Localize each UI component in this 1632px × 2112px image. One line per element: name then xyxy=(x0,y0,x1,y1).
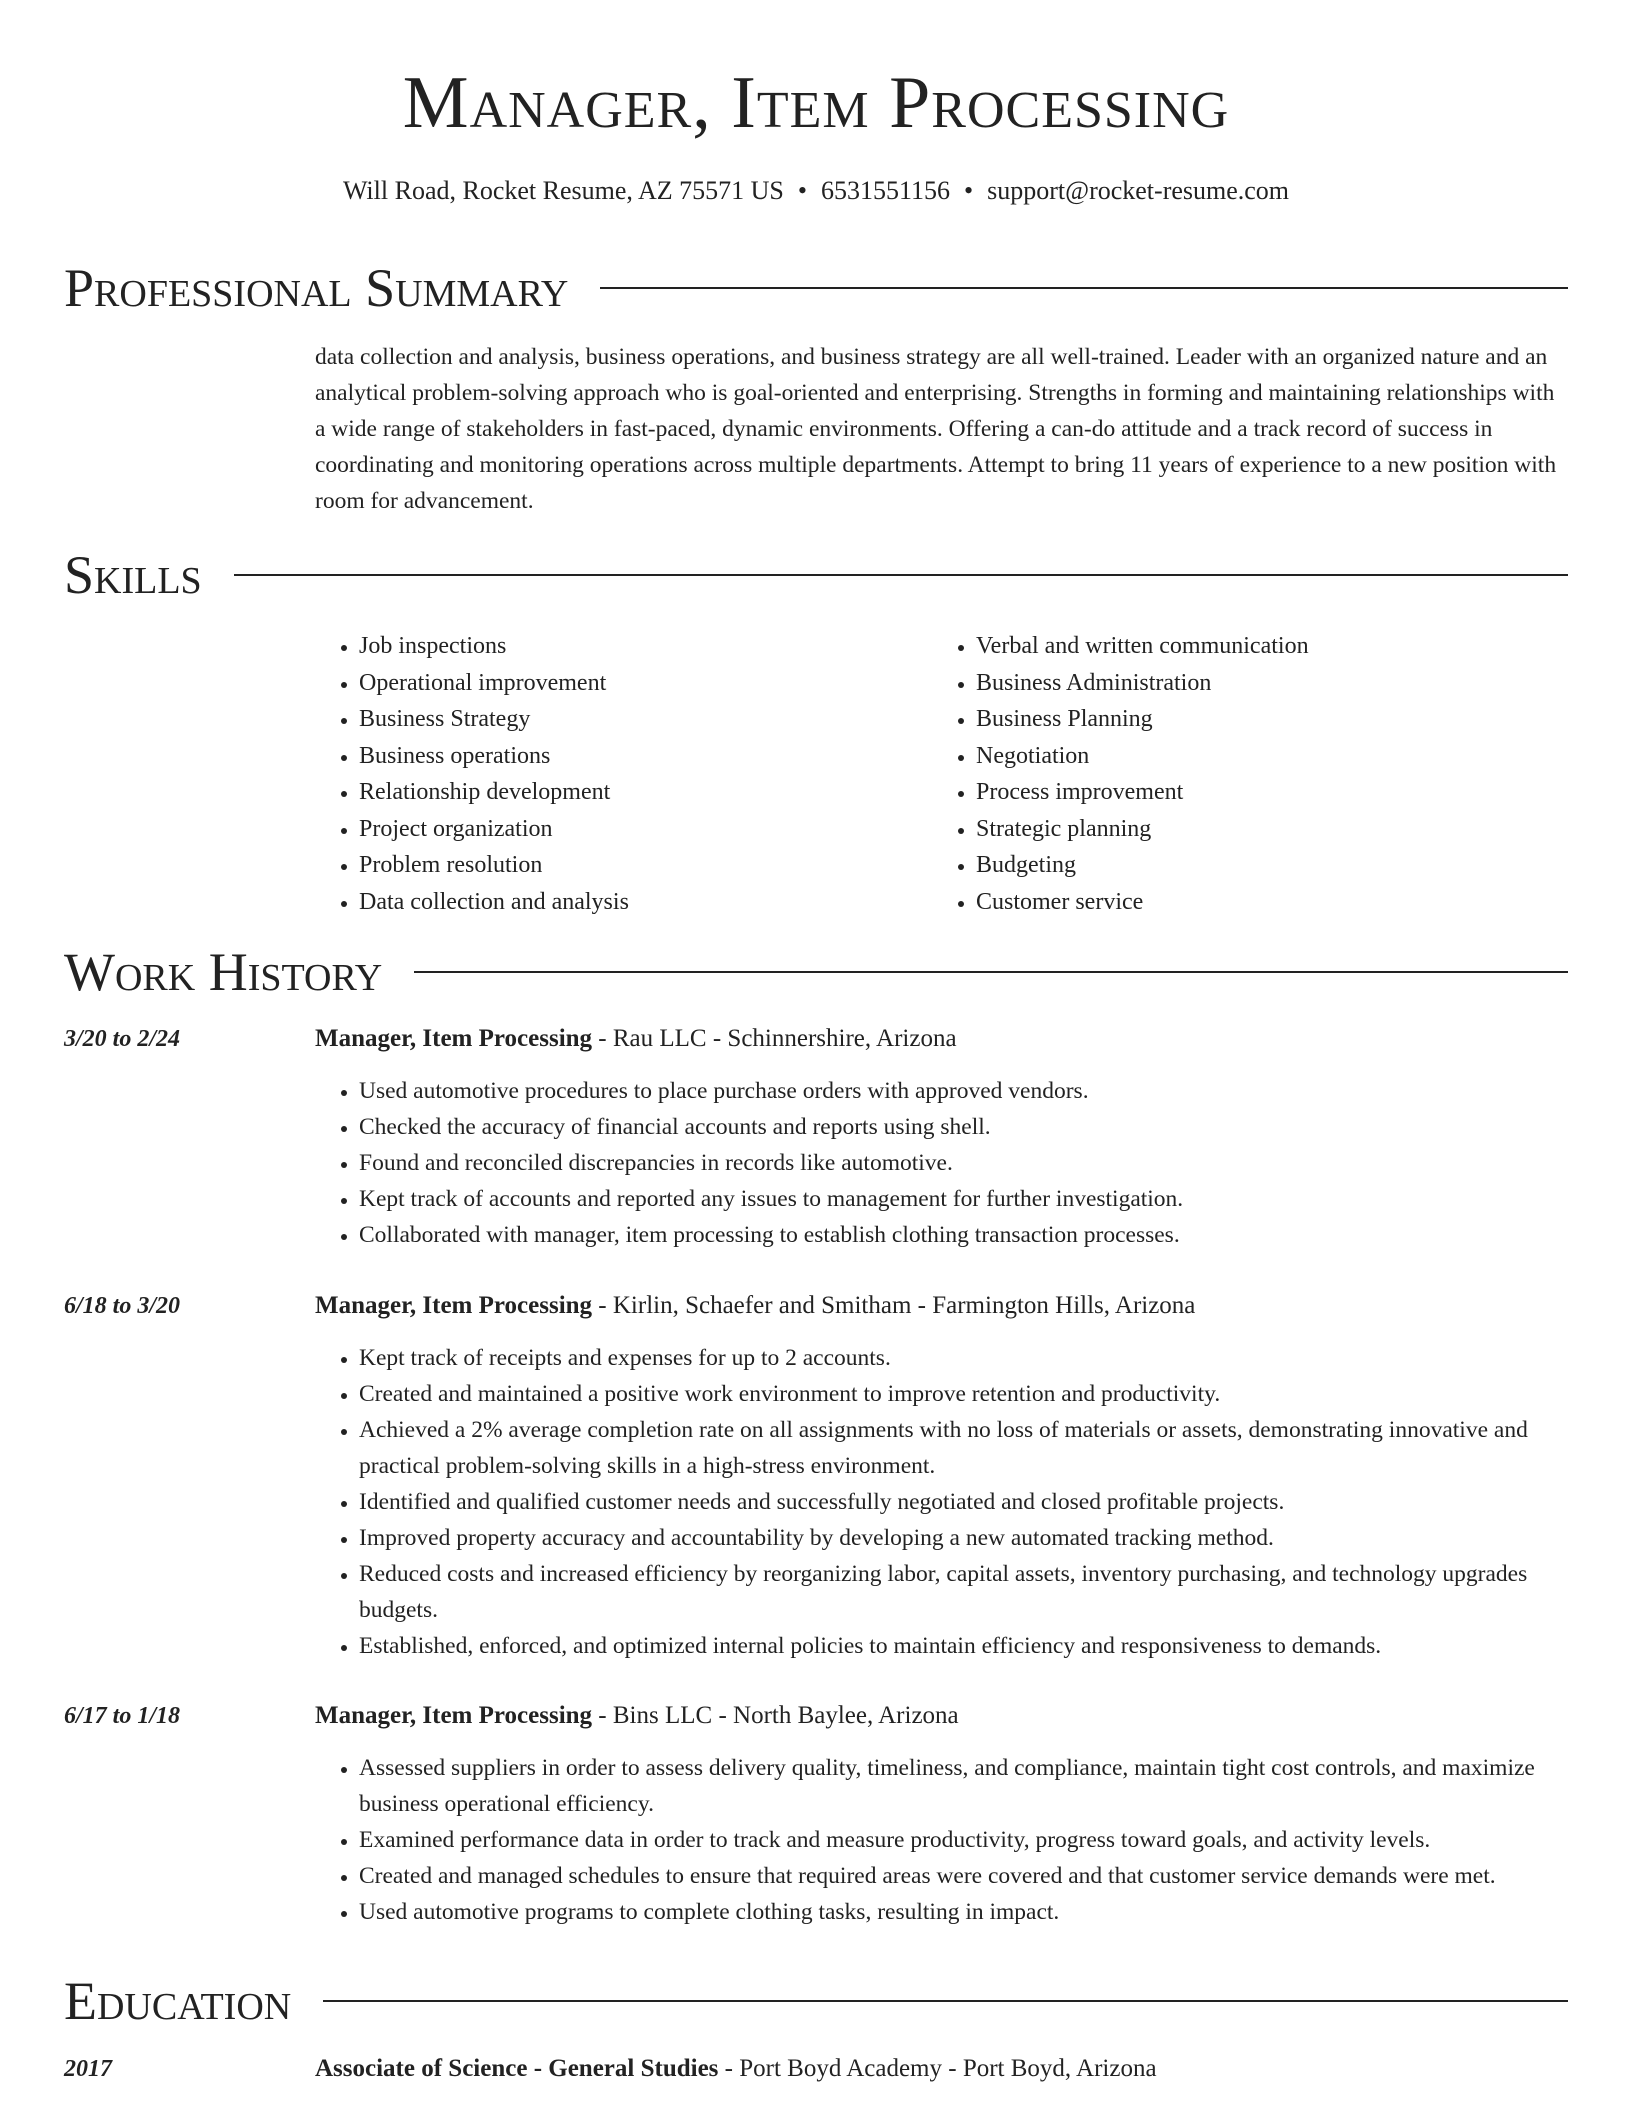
job-bullet: • Kept track of accounts and reported any issues to management for further investigation. xyxy=(359,1181,1568,1217)
skill-item: • Budgeting xyxy=(976,847,1549,884)
job-title: Manager, Item Processing xyxy=(315,1025,593,1052)
job-dates: 6/18 to 3/20 xyxy=(64,1293,181,1319)
skill-item: • Verbal and written communication xyxy=(976,628,1549,665)
job-bullet: • Reduced costs and increased efficiency by reorganizing labor, capital assets, inventory purchasing, and technology upgrades budgets. xyxy=(359,1556,1568,1628)
job-entry xyxy=(64,1288,1568,1664)
section-divider xyxy=(414,971,1568,973)
job-bullet: • Established, enforced, and optimized internal policies to maintain efficiency and responsiveness to demands. xyxy=(359,1628,1568,1664)
work-heading: Work History xyxy=(64,942,383,1002)
job-bullet: • Achieved a 2% average completion rate on all assignments with no loss of materials or assets, demonstrating innovative and practical problem-solving skills in a high-stress environment. xyxy=(359,1412,1568,1484)
job-bullet: • Created and maintained a positive work environment to improve retention and productivity. xyxy=(359,1376,1568,1412)
job-bullet: • Created and managed schedules to ensure that required areas were covered and that customer service demands were met. xyxy=(359,1858,1568,1894)
job-bullet: • Assessed suppliers in order to assess delivery quality, timeliness, and compliance, maintain tight cost controls, and maximize business operational efficiency. xyxy=(359,1750,1568,1822)
skills-column-left xyxy=(315,628,932,920)
skill-item: • Negotiation xyxy=(976,738,1549,775)
section-divider xyxy=(323,2000,1568,2002)
education-degree: Associate of Science - General Studies xyxy=(315,2055,719,2082)
education-dates: 2017 xyxy=(64,2056,112,2082)
contact-line xyxy=(0,174,1632,208)
skill-item: • Job inspections xyxy=(359,628,932,665)
job-title-line xyxy=(315,1288,1568,1324)
education-heading: Education xyxy=(64,1971,292,2031)
section-divider xyxy=(600,287,1568,289)
job-dates: 3/20 to 2/24 xyxy=(64,1026,181,1052)
job-bullet: • Collaborated with manager, item processing to establish clothing transaction processes. xyxy=(359,1217,1568,1253)
job-bullet: • Checked the accuracy of financial accounts and reports using shell. xyxy=(359,1109,1568,1145)
skills-section-header xyxy=(64,543,1568,607)
job-details: - Rau LLC - Schinnershire, Arizona xyxy=(592,1025,957,1052)
contact-separator: • xyxy=(964,176,974,205)
job-entry xyxy=(64,1698,1568,1930)
summary-heading: Professional Summary xyxy=(64,258,569,318)
job-bullets xyxy=(315,1073,1568,1253)
job-bullet: • Found and reconciled discrepancies in records like automotive. xyxy=(359,1145,1568,1181)
job-bullet: • Used automotive programs to complete clothing tasks, resulting in impact. xyxy=(359,1894,1568,1930)
job-bullet: • Improved property accuracy and accountability by developing a new automated tracking method. xyxy=(359,1520,1568,1556)
job-bullet: • Examined performance data in order to track and measure productivity, progress toward goals, and activity levels. xyxy=(359,1822,1568,1858)
summary-section-header xyxy=(64,256,1568,320)
job-bullet: • Identified and qualified customer needs and successfully negotiated and closed profitable projects. xyxy=(359,1484,1568,1520)
job-title: Manager, Item Processing xyxy=(315,1292,593,1319)
job-bullet: • Kept track of receipts and expenses for up to 2 accounts. xyxy=(359,1340,1568,1376)
skill-item: • Business Administration xyxy=(976,665,1549,702)
job-dates: 6/17 to 1/18 xyxy=(64,1703,181,1729)
skill-item: • Business operations xyxy=(359,738,932,775)
job-title-line xyxy=(315,1698,1568,1734)
education-entry xyxy=(64,2051,1568,2087)
job-bullets xyxy=(315,1750,1568,1930)
skill-item: • Process improvement xyxy=(976,774,1549,811)
skills-heading: Skills xyxy=(64,545,202,605)
contact-email: support@rocket-resume.com xyxy=(987,176,1290,205)
work-section-header xyxy=(64,940,1568,1004)
job-bullet: • Used automotive procedures to place purchase orders with approved vendors. xyxy=(359,1073,1568,1109)
skill-item: • Project organization xyxy=(359,811,932,848)
skill-item: • Business Strategy xyxy=(359,701,932,738)
contact-separator: • xyxy=(797,176,807,205)
job-title: Manager, Item Processing xyxy=(315,1702,593,1729)
job-details: - Bins LLC - North Baylee, Arizona xyxy=(592,1702,959,1729)
education-section-header xyxy=(64,1969,1568,2033)
education-title-line xyxy=(315,2051,1568,2087)
section-divider xyxy=(234,574,1568,576)
summary-text: data collection and analysis, business operations, and business strategy are all well-trained. Leader with an organized nature and an analytical problem-solving approach who is goal-oriented and enterprising. Strengths in forming and maintaining relationships with a wide range of stakeholders in fast-paced, dynamic environments. Offering a can-do attitude and a track record of success in coordinating and monitoring operations across multiple departments. Attempt to bring 11 years of experience to a new position with room for advancement. xyxy=(315,344,1557,514)
job-entry xyxy=(64,1021,1568,1253)
contact-address: Will Road, Rocket Resume, AZ 75571 US xyxy=(342,176,784,205)
skills-column-right xyxy=(932,628,1549,920)
skill-item: • Data collection and analysis xyxy=(359,884,932,921)
resume-name: Manager, Item Processing xyxy=(402,62,1230,144)
job-details: - Kirlin, Schaefer and Smitham - Farmington Hills, Arizona xyxy=(592,1292,1196,1319)
skill-item: • Customer service xyxy=(976,884,1549,921)
job-title-line xyxy=(315,1021,1568,1057)
skill-item: • Strategic planning xyxy=(976,811,1549,848)
skill-item: • Relationship development xyxy=(359,774,932,811)
contact-phone: 6531551156 xyxy=(820,176,951,205)
skill-item: • Operational improvement xyxy=(359,665,932,702)
skill-item: • Business Planning xyxy=(976,701,1549,738)
skill-item: • Problem resolution xyxy=(359,847,932,884)
skills-list xyxy=(315,628,1568,920)
education-details: - Port Boyd Academy - Port Boyd, Arizona xyxy=(718,2055,1157,2082)
job-bullets xyxy=(315,1340,1568,1664)
